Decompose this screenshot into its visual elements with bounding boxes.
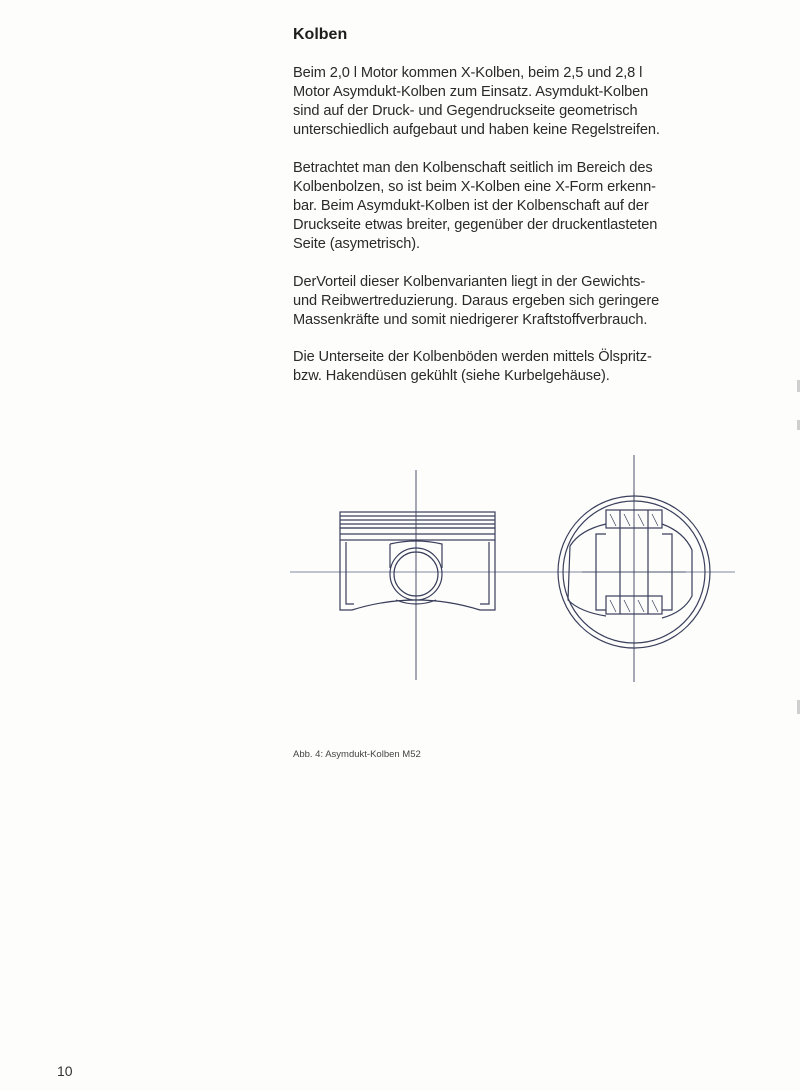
piston-bottom-view — [558, 455, 710, 682]
paragraph-4: Die Unterseite der Kolbenböden werden mittels Ölspritz- bzw. Hakendüsen gekühlt (siehe Kurbelgehäuse). — [293, 349, 652, 384]
piston-side-view — [290, 470, 735, 680]
paragraph-2: Betrachtet man den Kolbenschaft seitlich im Bereich des Kolbenbolzen, so ist beim X-Kolben eine X-Form erkenn- bar. Beim Asymdukt-Kolben ist der Kolbenschaft auf der Druckseite etwas breiter, gegenüber der druckentlasteten Seite (asymetrisch). — [293, 160, 658, 252]
section-heading: Kolben — [293, 26, 348, 43]
paragraph-3: DerVorteil dieser Kolbenvarianten liegt in der Gewichts- und Reibwertreduzierung. Daraus ergeben sich geringere Massenkräfte und somit niedrigerer Kraftstoffverbrauch. — [293, 274, 660, 328]
piston-drawing — [280, 450, 750, 690]
paragraph-1: Beim 2,0 l Motor kommen X-Kolben, beim 2,5 und 2,8 l Motor Asymdukt-Kolben zum Einsatz. Asymdukt-Kolben sind auf der Druck- und Gegendruckseite geometrisch unterschiedlich aufgebaut und haben keine Regelstreifen. — [293, 65, 660, 138]
page-number: 10 — [57, 1063, 73, 1079]
figure-caption: Abb. 4: Asymdukt-Kolben M52 — [293, 749, 421, 760]
